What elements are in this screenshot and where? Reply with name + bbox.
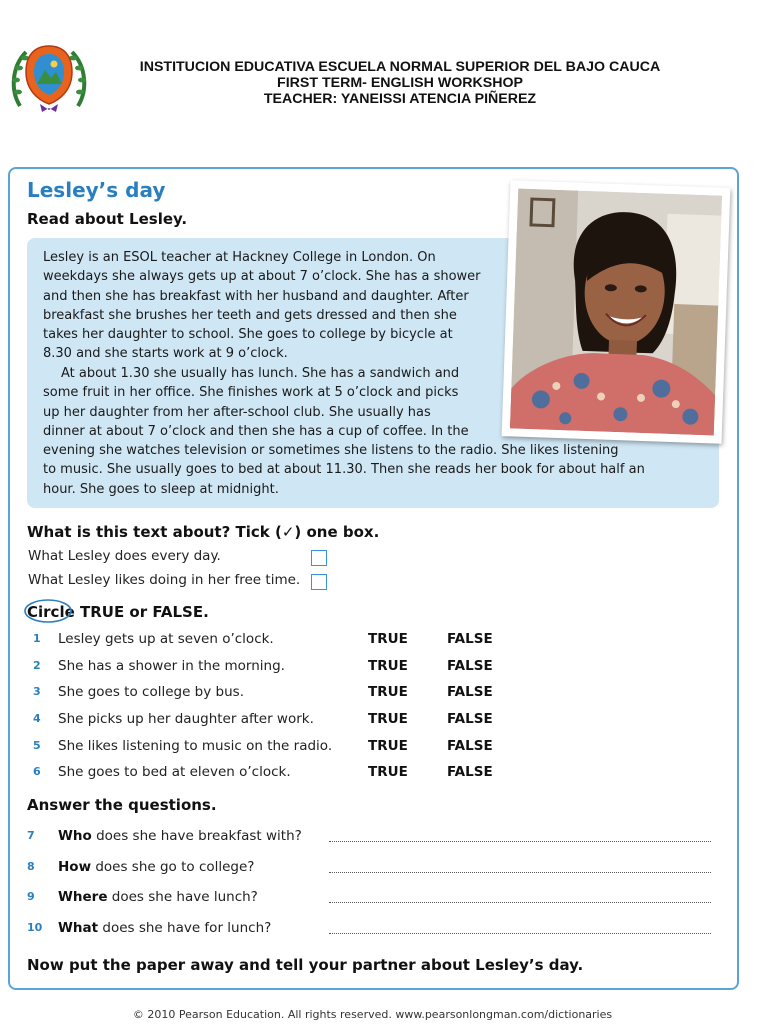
item-number: 2 <box>33 659 41 672</box>
false-option[interactable]: FALSE <box>447 684 493 700</box>
false-option[interactable]: FALSE <box>447 631 493 647</box>
question-number: 9 <box>27 890 35 903</box>
statement-text: She picks up her daughter after work. <box>58 711 314 727</box>
true-false-row <box>27 764 527 784</box>
true-option[interactable]: TRUE <box>368 764 408 780</box>
reading-line: takes her daughter to school. She goes to college by bicycle at <box>43 327 453 343</box>
answer-line[interactable] <box>329 933 711 934</box>
statement-text: She goes to bed at eleven o’clock. <box>58 764 291 780</box>
question-number: 10 <box>27 921 43 934</box>
answer-line[interactable] <box>329 872 711 873</box>
reading-line: dinner at about 7 o’clock and then she has a cup of coffee. In the <box>43 423 469 439</box>
false-option[interactable]: FALSE <box>447 738 493 754</box>
answer-line[interactable] <box>329 902 711 903</box>
header-teacher: TEACHER: YANEISSI ATENCIA PIÑEREZ <box>263 91 537 107</box>
item-number: 6 <box>33 765 41 778</box>
true-option[interactable]: TRUE <box>368 631 408 647</box>
true-option[interactable]: TRUE <box>368 658 408 674</box>
statement-text: She goes to college by bus. <box>58 684 244 700</box>
circle-ring-icon <box>23 597 73 625</box>
page-header <box>0 0 768 140</box>
worksheet-title: Lesley’s day <box>27 178 166 202</box>
question-number: 7 <box>27 829 35 842</box>
reading-line: to music. She usually goes to bed at about 11.30. Then she reads her book for about half an <box>43 462 645 478</box>
header-school-name: INSTITUCION EDUCATIVA ESCUELA NORMAL SUPERIOR DEL BAJO CAUCA <box>139 59 661 75</box>
school-crest-logo <box>10 40 88 116</box>
lesley-photo <box>502 180 731 444</box>
tick-checkbox-free-time[interactable] <box>311 574 327 590</box>
statement-text: She likes listening to music on the radio. <box>58 738 333 754</box>
tick-option-label: What Lesley does every day. <box>28 548 221 564</box>
answer-questions-heading: Answer the questions. <box>27 796 217 814</box>
reading-line: weekdays she always gets up at about 7 o’clock. She has a shower <box>43 269 481 285</box>
circle-word: Circle <box>27 603 75 621</box>
question-text: Where does she have lunch? <box>58 889 258 905</box>
reading-line: some fruit in her office. She finishes work at 5 o’clock and picks <box>43 385 459 401</box>
true-false-heading: Circle TRUE or FALSE. <box>27 603 209 621</box>
reading-line: evening she watches television or sometimes she listens to the radio. She likes listening <box>43 443 619 459</box>
tick-question-heading: What is this text about? Tick (✓) one box. <box>27 523 380 541</box>
reading-line: At about 1.30 she usually has lunch. She has a sandwich and <box>61 366 460 381</box>
item-number: 4 <box>33 712 41 725</box>
item-number: 5 <box>33 739 41 752</box>
question-number: 8 <box>27 860 35 873</box>
reading-line: up her daughter from her after-school club. She usually has <box>43 404 431 420</box>
true-false-row <box>27 631 527 651</box>
true-option[interactable]: TRUE <box>368 711 408 727</box>
statement-text: Lesley gets up at seven o’clock. <box>58 631 274 647</box>
true-false-row <box>27 738 527 758</box>
false-option[interactable]: FALSE <box>447 658 493 674</box>
true-false-row <box>27 711 527 731</box>
reading-line: hour. She goes to sleep at midnight. <box>43 481 279 497</box>
statement-text: She has a shower in the morning. <box>58 658 285 674</box>
false-option[interactable]: FALSE <box>447 711 493 727</box>
reading-line: Lesley is an ESOL teacher at Hackney College in London. On <box>43 250 436 265</box>
question-row <box>27 889 717 909</box>
reading-line: and then she has breakfast with her husband and daughter. After <box>43 288 469 304</box>
tick-checkbox-every-day[interactable] <box>311 550 327 566</box>
question-row <box>27 828 717 848</box>
question-text: How does she go to college? <box>58 859 255 875</box>
item-number: 3 <box>33 685 41 698</box>
final-instruction: Now put the paper away and tell your partner about Lesley’s day. <box>27 956 584 974</box>
answer-line[interactable] <box>329 841 711 842</box>
copyright-footer: © 2010 Pearson Education. All rights reserved. www.pearsonlongman.com/dictionaries <box>132 1008 613 1021</box>
header-term: FIRST TERM- ENGLISH WORKSHOP <box>277 75 523 91</box>
question-text: What does she have for lunch? <box>58 920 272 936</box>
true-option[interactable]: TRUE <box>368 738 408 754</box>
true-option[interactable]: TRUE <box>368 684 408 700</box>
woman-portrait-image <box>510 189 722 436</box>
item-number: 1 <box>33 632 41 645</box>
reading-paragraph-1 <box>43 248 513 364</box>
true-false-row <box>27 684 527 704</box>
tick-option-label: What Lesley likes doing in her free time. <box>28 572 301 588</box>
false-option[interactable]: FALSE <box>447 764 493 780</box>
true-false-row <box>27 658 527 678</box>
worksheet-subtitle: Read about Lesley. <box>27 210 188 228</box>
question-row <box>27 920 717 940</box>
question-text: Who does she have breakfast with? <box>58 828 302 844</box>
reading-line: breakfast she brushes her teeth and gets dressed and then she <box>43 307 457 323</box>
question-row <box>27 859 717 879</box>
reading-line: 8.30 and she starts work at 9 o’clock. <box>43 346 288 362</box>
